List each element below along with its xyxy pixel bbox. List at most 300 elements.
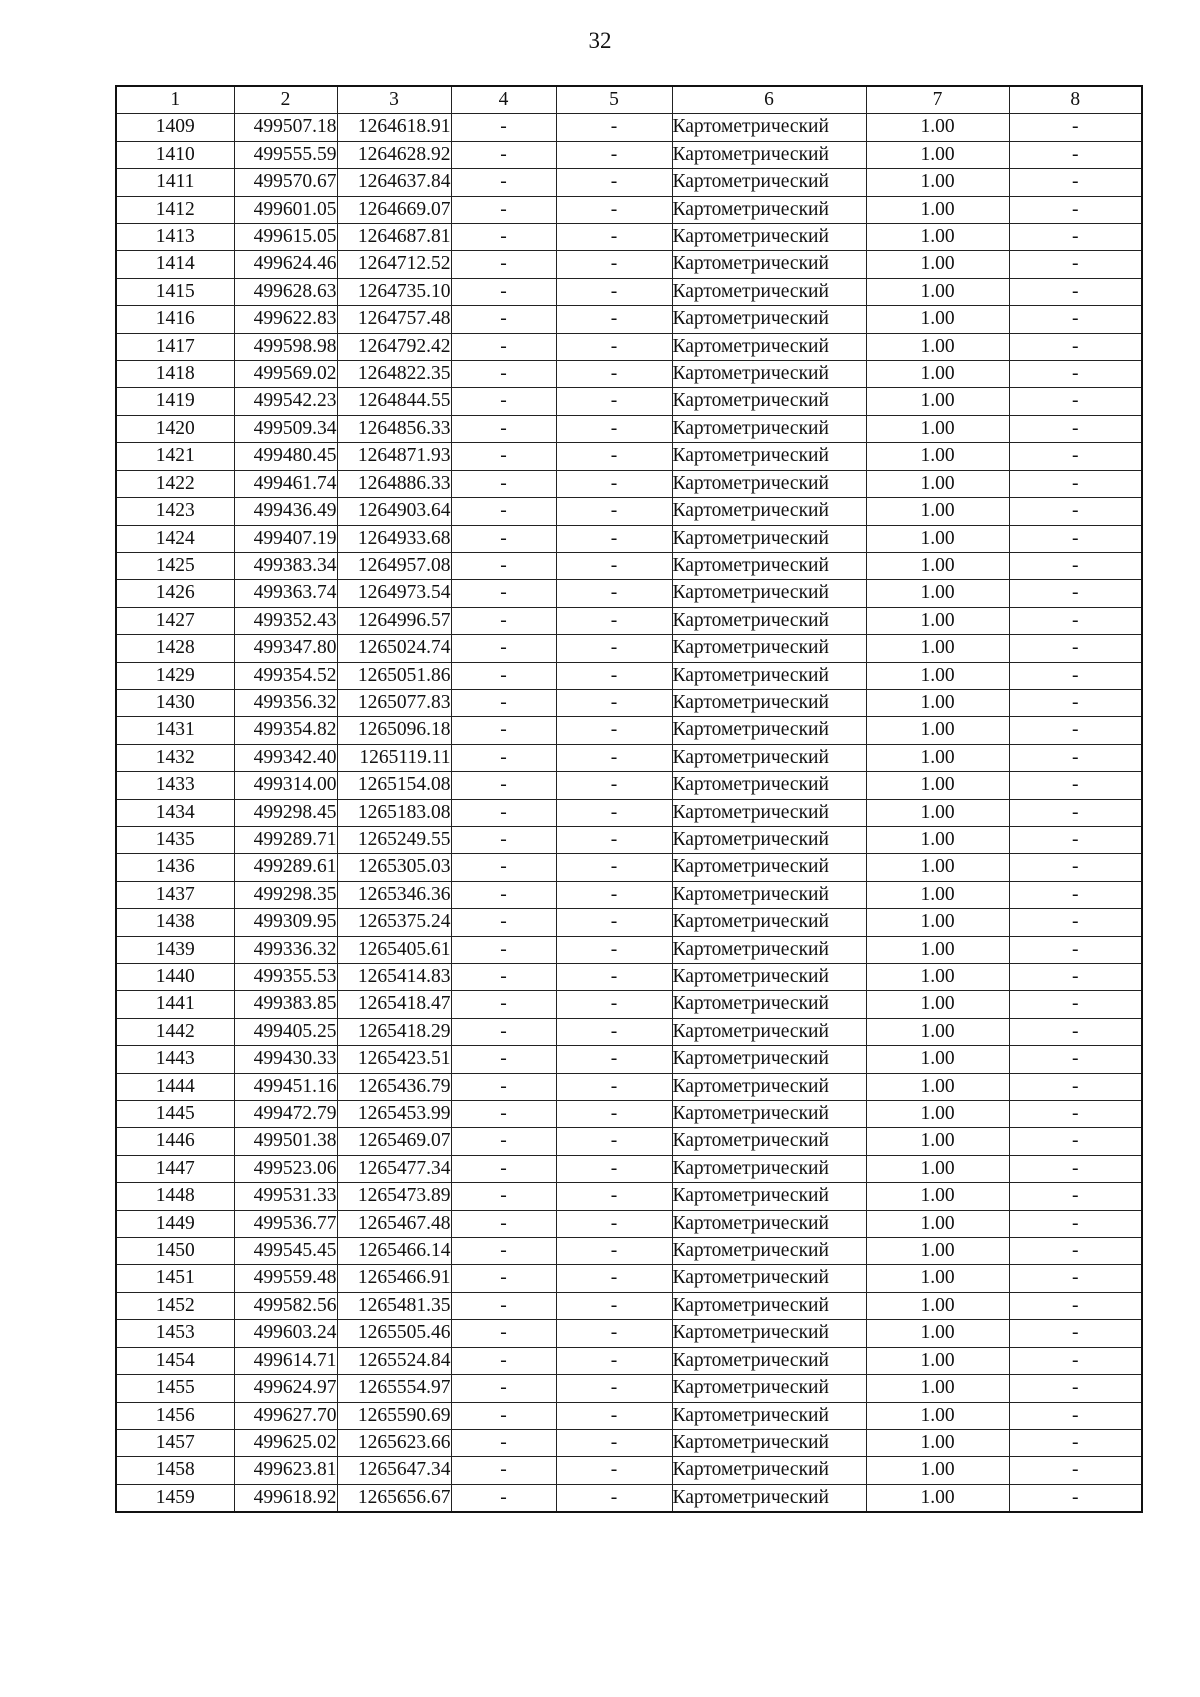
y-coordinate-cell: 1265154.08: [337, 772, 451, 799]
accuracy-cell: 1.00: [866, 1210, 1009, 1237]
table-row: [116, 1457, 1142, 1484]
method-cell: Картометрический: [672, 744, 866, 771]
column-4-cell: -: [451, 361, 556, 388]
column-8-cell: -: [1009, 278, 1142, 305]
table-row: [116, 224, 1142, 251]
x-coordinate-cell: 499542.23: [234, 388, 337, 415]
table-row: [116, 552, 1142, 579]
table-row: [116, 826, 1142, 853]
point-number-cell: 1432: [116, 744, 234, 771]
column-8-cell: -: [1009, 1320, 1142, 1347]
y-coordinate-cell: 1265414.83: [337, 964, 451, 991]
column-4-cell: -: [451, 1238, 556, 1265]
column-5-cell: -: [556, 470, 672, 497]
point-number-cell: 1444: [116, 1073, 234, 1100]
column-4-cell: -: [451, 854, 556, 881]
point-number-cell: 1411: [116, 169, 234, 196]
point-number-cell: 1441: [116, 991, 234, 1018]
column-4-cell: -: [451, 717, 556, 744]
method-cell: Картометрический: [672, 525, 866, 552]
column-4-cell: -: [451, 772, 556, 799]
point-number-cell: 1443: [116, 1046, 234, 1073]
point-number-cell: 1410: [116, 141, 234, 168]
point-number-cell: 1420: [116, 415, 234, 442]
table-row: [116, 1375, 1142, 1402]
y-coordinate-cell: 1265623.66: [337, 1429, 451, 1456]
column-5-cell: -: [556, 552, 672, 579]
accuracy-cell: 1.00: [866, 717, 1009, 744]
table-row: [116, 1155, 1142, 1182]
column-5-cell: -: [556, 1018, 672, 1045]
x-coordinate-cell: 499355.53: [234, 964, 337, 991]
accuracy-cell: 1.00: [866, 772, 1009, 799]
column-5-cell: -: [556, 114, 672, 141]
column-4-cell: -: [451, 388, 556, 415]
table-body: [116, 114, 1142, 1512]
x-coordinate-cell: 499582.56: [234, 1292, 337, 1319]
table-row: [116, 1402, 1142, 1429]
method-cell: Картометрический: [672, 1347, 866, 1374]
column-5-cell: -: [556, 580, 672, 607]
x-coordinate-cell: 499559.48: [234, 1265, 337, 1292]
point-number-cell: 1453: [116, 1320, 234, 1347]
column-header: 2: [234, 86, 337, 114]
column-5-cell: -: [556, 936, 672, 963]
y-coordinate-cell: 1265423.51: [337, 1046, 451, 1073]
table-row: [116, 333, 1142, 360]
method-cell: Картометрический: [672, 470, 866, 497]
point-number-cell: 1459: [116, 1484, 234, 1512]
table-row: [116, 991, 1142, 1018]
point-number-cell: 1442: [116, 1018, 234, 1045]
x-coordinate-cell: 499354.52: [234, 662, 337, 689]
column-4-cell: -: [451, 1457, 556, 1484]
point-number-cell: 1438: [116, 909, 234, 936]
y-coordinate-cell: 1265051.86: [337, 662, 451, 689]
column-5-cell: -: [556, 854, 672, 881]
table-row: [116, 717, 1142, 744]
column-8-cell: -: [1009, 635, 1142, 662]
accuracy-cell: 1.00: [866, 169, 1009, 196]
column-4-cell: -: [451, 1292, 556, 1319]
y-coordinate-cell: 1265183.08: [337, 799, 451, 826]
point-number-cell: 1425: [116, 552, 234, 579]
column-5-cell: -: [556, 689, 672, 716]
method-cell: Картометрический: [672, 1210, 866, 1237]
column-5-cell: -: [556, 1155, 672, 1182]
accuracy-cell: 1.00: [866, 1018, 1009, 1045]
column-4-cell: -: [451, 881, 556, 908]
point-number-cell: 1452: [116, 1292, 234, 1319]
method-cell: Картометрический: [672, 1457, 866, 1484]
column-5-cell: -: [556, 169, 672, 196]
table-row: [116, 909, 1142, 936]
column-5-cell: -: [556, 1347, 672, 1374]
column-4-cell: -: [451, 169, 556, 196]
column-8-cell: -: [1009, 1265, 1142, 1292]
column-header: 5: [556, 86, 672, 114]
column-4-cell: -: [451, 1402, 556, 1429]
accuracy-cell: 1.00: [866, 1155, 1009, 1182]
y-coordinate-cell: 1264792.42: [337, 333, 451, 360]
point-number-cell: 1451: [116, 1265, 234, 1292]
column-8-cell: -: [1009, 196, 1142, 223]
point-number-cell: 1424: [116, 525, 234, 552]
accuracy-cell: 1.00: [866, 333, 1009, 360]
table-row: [116, 1484, 1142, 1512]
x-coordinate-cell: 499430.33: [234, 1046, 337, 1073]
y-coordinate-cell: 1265466.91: [337, 1265, 451, 1292]
y-coordinate-cell: 1264844.55: [337, 388, 451, 415]
column-5-cell: -: [556, 525, 672, 552]
table-row: [116, 1183, 1142, 1210]
method-cell: Картометрический: [672, 717, 866, 744]
column-5-cell: -: [556, 251, 672, 278]
point-number-cell: 1430: [116, 689, 234, 716]
method-cell: Картометрический: [672, 580, 866, 607]
column-4-cell: -: [451, 1265, 556, 1292]
accuracy-cell: 1.00: [866, 1238, 1009, 1265]
accuracy-cell: 1.00: [866, 881, 1009, 908]
column-8-cell: -: [1009, 470, 1142, 497]
accuracy-cell: 1.00: [866, 251, 1009, 278]
column-4-cell: -: [451, 443, 556, 470]
column-5-cell: -: [556, 361, 672, 388]
point-number-cell: 1440: [116, 964, 234, 991]
y-coordinate-cell: 1265305.03: [337, 854, 451, 881]
accuracy-cell: 1.00: [866, 415, 1009, 442]
column-8-cell: -: [1009, 936, 1142, 963]
column-5-cell: -: [556, 1128, 672, 1155]
column-4-cell: -: [451, 1101, 556, 1128]
column-8-cell: -: [1009, 881, 1142, 908]
column-5-cell: -: [556, 881, 672, 908]
y-coordinate-cell: 1264712.52: [337, 251, 451, 278]
column-4-cell: -: [451, 1128, 556, 1155]
x-coordinate-cell: 499405.25: [234, 1018, 337, 1045]
accuracy-cell: 1.00: [866, 552, 1009, 579]
method-cell: Картометрический: [672, 1018, 866, 1045]
column-8-cell: -: [1009, 1155, 1142, 1182]
y-coordinate-cell: 1264903.64: [337, 498, 451, 525]
y-coordinate-cell: 1265418.47: [337, 991, 451, 1018]
table-row: [116, 1018, 1142, 1045]
column-4-cell: -: [451, 306, 556, 333]
column-4-cell: -: [451, 991, 556, 1018]
column-8-cell: -: [1009, 799, 1142, 826]
y-coordinate-cell: 1265473.89: [337, 1183, 451, 1210]
method-cell: Картометрический: [672, 498, 866, 525]
column-5-cell: -: [556, 744, 672, 771]
point-number-cell: 1445: [116, 1101, 234, 1128]
column-8-cell: -: [1009, 114, 1142, 141]
x-coordinate-cell: 499451.16: [234, 1073, 337, 1100]
column-8-cell: -: [1009, 306, 1142, 333]
method-cell: Картометрический: [672, 881, 866, 908]
table-row: [116, 689, 1142, 716]
table-row: [116, 1320, 1142, 1347]
method-cell: Картометрический: [672, 1238, 866, 1265]
method-cell: Картометрический: [672, 278, 866, 305]
column-4-cell: -: [451, 662, 556, 689]
point-number-cell: 1450: [116, 1238, 234, 1265]
accuracy-cell: 1.00: [866, 1402, 1009, 1429]
point-number-cell: 1431: [116, 717, 234, 744]
method-cell: Картометрический: [672, 1375, 866, 1402]
x-coordinate-cell: 499523.06: [234, 1155, 337, 1182]
table-row: [116, 936, 1142, 963]
accuracy-cell: 1.00: [866, 306, 1009, 333]
table-row: [116, 1101, 1142, 1128]
method-cell: Картометрический: [672, 1292, 866, 1319]
table-row: [116, 361, 1142, 388]
x-coordinate-cell: 499461.74: [234, 470, 337, 497]
table-row: [116, 1429, 1142, 1456]
column-4-cell: -: [451, 470, 556, 497]
column-5-cell: -: [556, 1046, 672, 1073]
x-coordinate-cell: 499383.34: [234, 552, 337, 579]
column-4-cell: -: [451, 333, 556, 360]
method-cell: Картометрический: [672, 141, 866, 168]
column-8-cell: -: [1009, 717, 1142, 744]
method-cell: Картометрический: [672, 1128, 866, 1155]
accuracy-cell: 1.00: [866, 1265, 1009, 1292]
y-coordinate-cell: 1265453.99: [337, 1101, 451, 1128]
accuracy-cell: 1.00: [866, 470, 1009, 497]
y-coordinate-cell: 1265554.97: [337, 1375, 451, 1402]
column-4-cell: -: [451, 1183, 556, 1210]
x-coordinate-cell: 499354.82: [234, 717, 337, 744]
column-header: 3: [337, 86, 451, 114]
method-cell: Картометрический: [672, 826, 866, 853]
point-number-cell: 1426: [116, 580, 234, 607]
x-coordinate-cell: 499347.80: [234, 635, 337, 662]
point-number-cell: 1437: [116, 881, 234, 908]
table-row: [116, 169, 1142, 196]
method-cell: Картометрический: [672, 964, 866, 991]
point-number-cell: 1439: [116, 936, 234, 963]
column-5-cell: -: [556, 1292, 672, 1319]
table-row: [116, 443, 1142, 470]
point-number-cell: 1416: [116, 306, 234, 333]
method-cell: Картометрический: [672, 1101, 866, 1128]
method-cell: Картометрический: [672, 1265, 866, 1292]
method-cell: Картометрический: [672, 196, 866, 223]
method-cell: Картометрический: [672, 443, 866, 470]
column-4-cell: -: [451, 114, 556, 141]
y-coordinate-cell: 1264757.48: [337, 306, 451, 333]
column-4-cell: -: [451, 525, 556, 552]
method-cell: Картометрический: [672, 388, 866, 415]
column-8-cell: -: [1009, 224, 1142, 251]
y-coordinate-cell: 1264996.57: [337, 607, 451, 634]
column-4-cell: -: [451, 689, 556, 716]
y-coordinate-cell: 1265590.69: [337, 1402, 451, 1429]
point-number-cell: 1456: [116, 1402, 234, 1429]
point-number-cell: 1436: [116, 854, 234, 881]
method-cell: Картометрический: [672, 552, 866, 579]
y-coordinate-cell: 1264933.68: [337, 525, 451, 552]
point-number-cell: 1412: [116, 196, 234, 223]
column-8-cell: -: [1009, 1375, 1142, 1402]
table-row: [116, 854, 1142, 881]
method-cell: Картометрический: [672, 1402, 866, 1429]
column-5-cell: -: [556, 635, 672, 662]
column-5-cell: -: [556, 662, 672, 689]
table-row: [116, 278, 1142, 305]
point-number-cell: 1428: [116, 635, 234, 662]
column-5-cell: -: [556, 388, 672, 415]
y-coordinate-cell: 1265375.24: [337, 909, 451, 936]
y-coordinate-cell: 1265436.79: [337, 1073, 451, 1100]
table-row: [116, 1238, 1142, 1265]
column-4-cell: -: [451, 936, 556, 963]
column-8-cell: -: [1009, 1210, 1142, 1237]
column-8-cell: -: [1009, 744, 1142, 771]
y-coordinate-cell: 1264618.91: [337, 114, 451, 141]
accuracy-cell: 1.00: [866, 854, 1009, 881]
column-8-cell: -: [1009, 498, 1142, 525]
y-coordinate-cell: 1264687.81: [337, 224, 451, 251]
x-coordinate-cell: 499352.43: [234, 607, 337, 634]
column-8-cell: -: [1009, 909, 1142, 936]
accuracy-cell: 1.00: [866, 744, 1009, 771]
column-4-cell: -: [451, 1073, 556, 1100]
y-coordinate-cell: 1265346.36: [337, 881, 451, 908]
x-coordinate-cell: 499624.46: [234, 251, 337, 278]
column-8-cell: -: [1009, 388, 1142, 415]
column-4-cell: -: [451, 224, 556, 251]
column-8-cell: -: [1009, 443, 1142, 470]
x-coordinate-cell: 499618.92: [234, 1484, 337, 1512]
x-coordinate-cell: 499507.18: [234, 114, 337, 141]
method-cell: Картометрический: [672, 333, 866, 360]
x-coordinate-cell: 499598.98: [234, 333, 337, 360]
point-number-cell: 1446: [116, 1128, 234, 1155]
table-row: [116, 607, 1142, 634]
point-number-cell: 1421: [116, 443, 234, 470]
x-coordinate-cell: 499603.24: [234, 1320, 337, 1347]
column-5-cell: -: [556, 196, 672, 223]
table-row: [116, 881, 1142, 908]
column-4-cell: -: [451, 635, 556, 662]
table-row: [116, 1265, 1142, 1292]
column-8-cell: -: [1009, 333, 1142, 360]
y-coordinate-cell: 1265469.07: [337, 1128, 451, 1155]
y-coordinate-cell: 1265481.35: [337, 1292, 451, 1319]
table-row: [116, 141, 1142, 168]
accuracy-cell: 1.00: [866, 278, 1009, 305]
page-number: 32: [588, 28, 612, 53]
column-8-cell: -: [1009, 854, 1142, 881]
x-coordinate-cell: 499624.97: [234, 1375, 337, 1402]
table-row: [116, 1128, 1142, 1155]
accuracy-cell: 1.00: [866, 799, 1009, 826]
x-coordinate-cell: 499298.35: [234, 881, 337, 908]
method-cell: Картометрический: [672, 1320, 866, 1347]
column-header: 1: [116, 86, 234, 114]
column-5-cell: -: [556, 1073, 672, 1100]
accuracy-cell: 1.00: [866, 1375, 1009, 1402]
column-5-cell: -: [556, 498, 672, 525]
accuracy-cell: 1.00: [866, 1347, 1009, 1374]
accuracy-cell: 1.00: [866, 607, 1009, 634]
method-cell: Картометрический: [672, 224, 866, 251]
y-coordinate-cell: 1264735.10: [337, 278, 451, 305]
y-coordinate-cell: 1264669.07: [337, 196, 451, 223]
accuracy-cell: 1.00: [866, 580, 1009, 607]
x-coordinate-cell: 499309.95: [234, 909, 337, 936]
method-cell: Картометрический: [672, 306, 866, 333]
column-4-cell: -: [451, 251, 556, 278]
column-5-cell: -: [556, 333, 672, 360]
table-row: [116, 1347, 1142, 1374]
point-number-cell: 1427: [116, 607, 234, 634]
table-row: [116, 251, 1142, 278]
column-5-cell: -: [556, 909, 672, 936]
x-coordinate-cell: 499615.05: [234, 224, 337, 251]
y-coordinate-cell: 1265647.34: [337, 1457, 451, 1484]
table-row: [116, 964, 1142, 991]
x-coordinate-cell: 499298.45: [234, 799, 337, 826]
column-5-cell: -: [556, 224, 672, 251]
point-number-cell: 1458: [116, 1457, 234, 1484]
column-5-cell: -: [556, 1375, 672, 1402]
method-cell: Картометрический: [672, 415, 866, 442]
table-row: [116, 1073, 1142, 1100]
y-coordinate-cell: 1264886.33: [337, 470, 451, 497]
x-coordinate-cell: 499622.83: [234, 306, 337, 333]
column-8-cell: -: [1009, 169, 1142, 196]
column-4-cell: -: [451, 909, 556, 936]
table-row: [116, 580, 1142, 607]
x-coordinate-cell: 499336.32: [234, 936, 337, 963]
method-cell: Картометрический: [672, 991, 866, 1018]
column-8-cell: -: [1009, 552, 1142, 579]
column-5-cell: -: [556, 1429, 672, 1456]
x-coordinate-cell: 499623.81: [234, 1457, 337, 1484]
column-5-cell: -: [556, 1484, 672, 1512]
point-number-cell: 1429: [116, 662, 234, 689]
column-5-cell: -: [556, 991, 672, 1018]
column-8-cell: -: [1009, 251, 1142, 278]
accuracy-cell: 1.00: [866, 1484, 1009, 1512]
y-coordinate-cell: 1264628.92: [337, 141, 451, 168]
y-coordinate-cell: 1265467.48: [337, 1210, 451, 1237]
x-coordinate-cell: 499480.45: [234, 443, 337, 470]
accuracy-cell: 1.00: [866, 1073, 1009, 1100]
y-coordinate-cell: 1265119.11: [337, 744, 451, 771]
column-5-cell: -: [556, 1320, 672, 1347]
column-4-cell: -: [451, 196, 556, 223]
table-row: [116, 799, 1142, 826]
x-coordinate-cell: 499555.59: [234, 141, 337, 168]
x-coordinate-cell: 499472.79: [234, 1101, 337, 1128]
point-number-cell: 1448: [116, 1183, 234, 1210]
accuracy-cell: 1.00: [866, 114, 1009, 141]
x-coordinate-cell: 499545.45: [234, 1238, 337, 1265]
accuracy-cell: 1.00: [866, 635, 1009, 662]
column-4-cell: -: [451, 498, 556, 525]
column-8-cell: -: [1009, 1018, 1142, 1045]
x-coordinate-cell: 499627.70: [234, 1402, 337, 1429]
column-4-cell: -: [451, 744, 556, 771]
column-5-cell: -: [556, 1101, 672, 1128]
column-5-cell: -: [556, 1402, 672, 1429]
x-coordinate-cell: 499356.32: [234, 689, 337, 716]
column-8-cell: -: [1009, 141, 1142, 168]
column-header: 8: [1009, 86, 1142, 114]
